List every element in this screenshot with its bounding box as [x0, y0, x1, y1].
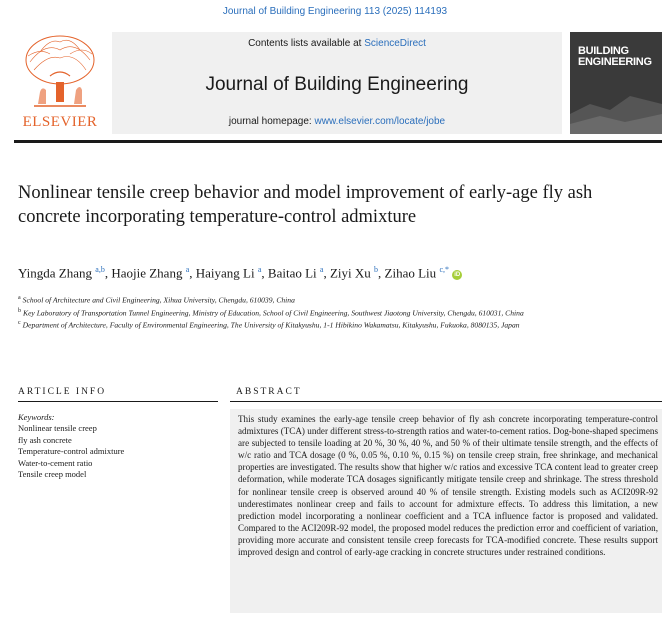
- abstract-heading: ABSTRACT: [236, 387, 302, 397]
- keyword-item[interactable]: Tensile creep model: [18, 469, 87, 479]
- affiliation-mark: c: [18, 320, 21, 327]
- homepage-link[interactable]: www.elsevier.com/locate/jobe: [314, 116, 446, 127]
- article-info-rule: [18, 401, 218, 402]
- author-name[interactable]: Haiyang Li: [195, 265, 255, 281]
- publisher-name: ELSEVIER: [22, 114, 98, 130]
- keyword-item[interactable]: Nonlinear tensile creep: [18, 423, 97, 433]
- author-affil-mark[interactable]: a: [257, 265, 262, 274]
- author-name[interactable]: Haojie Zhang: [111, 265, 183, 281]
- abstract-text: This study examines the early-age tensile creep behavior of fly ash concrete incorporating temperature-control admixtures (TCA) under different stress-to-strength ratios and water-to-cement ratios. Dog-bone-shaped specimens are subjected to tensile loading at 20 %, 30 %, 40 %, and 50 % of their ultimate tensile strength, and the effects of w/c ratio and TCA dosage (0 %, 0.05 %, 0.10 %, 0.15 %) on tensile creep strain, free shrinkage, and mechanical properties are investigated. The results show that higher w/c ratios and excessive TCA content lead to greater creep deformation, while moderate TCA dosages significantly mitigate tensile creep and shrinkage. The stress threshold for nonlinear tensile creep is observed around 40 % of tensile strength. Existing models such as ACI209R-92 underestimates nonlinear creep and fails to account for admixture effects. To address this limitation, a new prediction model incorporating a nonlinear coefficient and a TCA influence factor is proposed and validated. Compared to the ACI209R-92 model, the proposed model reduces the prediction error and coefficient of variation, providing more accurate and consistent tensile creep forecasts for TCA-modified concrete. These results support improved design and control of early-age cracking in concrete structures under restrained conditions.: [238, 414, 658, 558]
- affiliation-item: [18, 318, 658, 331]
- affiliation-item: [18, 293, 658, 306]
- author-affil-mark[interactable]: c,*: [439, 265, 449, 274]
- keywords-label: Keywords:: [18, 412, 55, 422]
- author-name[interactable]: Ziyi Xu: [329, 265, 371, 281]
- keywords-list: [18, 423, 124, 481]
- tree-icon: [20, 32, 100, 110]
- contents-prefix: Contents lists available at: [248, 38, 365, 49]
- sciencedirect-link[interactable]: ScienceDirect: [364, 38, 426, 49]
- elsevier-logo[interactable]: [14, 32, 106, 132]
- article-info-heading: ARTICLE INFO: [18, 387, 107, 397]
- header-divider: [14, 140, 662, 143]
- author-list: Yingda Zhang $^{a,b}$, Haojie Zhang $^a$, Haiyang Li $^a$, Baitao Li $^a$, Ziyi Xu $^b$, Zihao Liu $^{c,*}$ iD: [18, 265, 461, 281]
- keyword-item[interactable]: Temperature-control admixture: [18, 446, 125, 456]
- journal-header-box: [112, 32, 562, 134]
- affiliation-text: Key Laboratory of Transportation Tunnel Engineering, Ministry of Education, School of Civil Engineering, Southwest Jiaotong University, Chengdu, 610031, China: [23, 308, 524, 318]
- contents-line: [112, 38, 562, 49]
- cover-title: [578, 46, 652, 68]
- affiliation-text: School of Architecture and Civil Engineering, Xihua University, Chengdu, 610039, China: [22, 295, 295, 305]
- citation-line[interactable]: Journal of Building Engineering 113 (2025) 114193: [222, 6, 448, 17]
- author-affil-mark[interactable]: a,b: [95, 265, 105, 274]
- keyword-item[interactable]: fly ash concrete: [18, 434, 72, 445]
- abstract-rule: [230, 401, 662, 402]
- author-affil-mark[interactable]: b: [374, 265, 379, 274]
- affiliation-text: Department of Architecture, Faculty of Environmental Engineering, The University of Kitakyushu, 1-1 Hibikino Wakamatsu, Kitakyushu, Fukuoka, 8080135, Japan: [22, 320, 520, 330]
- article-title: Nonlinear tensile creep behavior and model improvement of early-age fly ash concrete incorporating temperature-control admixture: [18, 183, 593, 227]
- affiliation-item: [18, 306, 658, 319]
- affiliation-mark: a: [18, 295, 21, 301]
- affiliation-mark: b: [18, 307, 21, 314]
- homepage-prefix: journal homepage:: [228, 116, 315, 127]
- author-affil-mark[interactable]: a: [185, 265, 190, 274]
- author-affil-mark[interactable]: a: [319, 265, 324, 274]
- cover-artwork-icon: [570, 74, 662, 134]
- author-name[interactable]: Baitao Li: [267, 265, 317, 281]
- orcid-icon[interactable]: iD: [454, 272, 461, 279]
- keyword-item[interactable]: Water-to-cement ratio: [18, 457, 93, 468]
- journal-cover[interactable]: [570, 32, 662, 134]
- cover-title-line2: ENGINEERING: [578, 56, 652, 68]
- journal-title[interactable]: Journal of Building Engineering: [205, 74, 469, 95]
- author-name[interactable]: Zihao Liu: [384, 265, 437, 281]
- cover-title-line1: BUILDING: [578, 45, 629, 57]
- abstract-box: [230, 409, 662, 613]
- homepage-line: [112, 116, 562, 127]
- author-name[interactable]: Yingda Zhang: [18, 265, 93, 281]
- affiliation-list: [18, 293, 658, 331]
